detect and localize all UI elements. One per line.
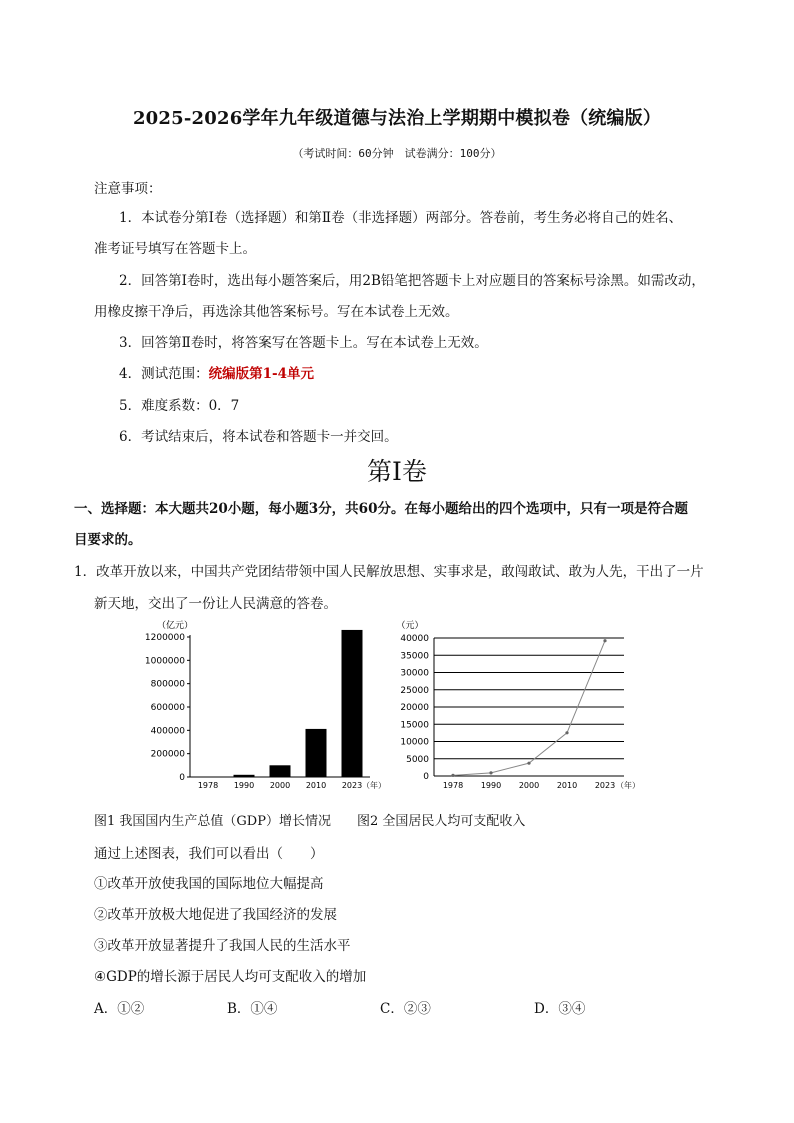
income-y-tick-label: 30000 bbox=[400, 668, 429, 679]
gdp-x-tick-label: 2010 bbox=[305, 781, 327, 790]
gdp-y-tick-label: 600000 bbox=[150, 703, 185, 713]
notice-item-6: 6．考试结束后，将本试卷和答题卡一并交回。 bbox=[119, 429, 398, 445]
gdp-x-tick-label: 1978 bbox=[197, 781, 219, 790]
gdp-bar-2023 bbox=[342, 630, 363, 777]
gdp-x-tick-label: 1990 bbox=[233, 781, 255, 790]
gdp-y-tick-label: 0 bbox=[179, 773, 185, 783]
gdp-y-tick-label: 800000 bbox=[150, 679, 185, 690]
income-x-tick-label: 1990 bbox=[480, 781, 502, 790]
notice-item-1-line-1: 1．本试卷分第Ⅰ卷（选择题）和第Ⅱ卷（非选择题）两部分。答卷前，考生务必将自己的姓名、 bbox=[119, 210, 683, 226]
income-y-tick-label: 20000 bbox=[400, 703, 429, 713]
gdp-y-tick-label: 1200000 bbox=[144, 633, 185, 643]
chart-captions: 图1 我国国内生产总值（GDP）增长情况 图2 全国居民人均可支配收入 bbox=[94, 814, 526, 829]
statement-2: ②改革开放极大地促进了我国经济的发展 bbox=[94, 907, 337, 923]
gdp-bar-2000 bbox=[270, 765, 291, 777]
income-y-tick-label: 0 bbox=[423, 772, 429, 782]
income-point-2023 bbox=[603, 639, 606, 642]
notice-item-3: 3．回答第Ⅱ卷时，将答案写在答题卡上。写在本试卷上无效。 bbox=[119, 335, 488, 351]
income-point-2000 bbox=[527, 762, 530, 765]
option-a[interactable]: A．①② bbox=[94, 1001, 145, 1017]
notice-item-2-line-1: 2．回答第Ⅰ卷时，选出每小题答案后，用2B铅笔把答题卡上对应题目的答案标号涂黑。如需改动， bbox=[119, 273, 705, 289]
income-y-tick-label: 5000 bbox=[406, 754, 429, 765]
income-x-unit: （年） bbox=[616, 781, 640, 790]
income-y-unit: （元） bbox=[396, 621, 424, 631]
income-y-tick-label: 25000 bbox=[400, 685, 429, 696]
gdp-y-tick-label: 400000 bbox=[150, 726, 185, 737]
test-scope: 统编版第1-4单元 bbox=[208, 366, 314, 382]
notice-item-2-line-2: 用橡皮擦干净后，再选涂其他答案标号。写在本试卷上无效。 bbox=[94, 304, 459, 320]
gdp-bar-chart bbox=[140, 612, 390, 794]
income-series-line bbox=[453, 641, 605, 776]
section-title: 第Ⅰ卷 bbox=[367, 457, 427, 486]
gdp-x-tick-label: 2000 bbox=[269, 781, 291, 790]
income-y-tick-label: 15000 bbox=[400, 720, 429, 731]
option-d[interactable]: D．③④ bbox=[534, 1001, 586, 1017]
statement-4: ④GDP的增长源于居民人均可支配收入的增加 bbox=[94, 969, 367, 985]
income-x-tick-label: 1978 bbox=[442, 781, 464, 790]
income-point-2010 bbox=[565, 731, 568, 734]
section-instruction-line-2: 目要求的。 bbox=[74, 532, 142, 548]
section-instruction-line-1: 一、选择题：本大题共20小题，每小题3分，共60分。在每小题给出的四个选项中，只有一项是符合题 bbox=[74, 501, 688, 517]
gdp-y-tick-label: 1000000 bbox=[144, 656, 185, 667]
exam-info: （考试时间：60分钟 试卷满分：100分） bbox=[292, 147, 502, 160]
income-y-tick-label: 35000 bbox=[400, 651, 429, 662]
income-point-1978 bbox=[451, 774, 454, 777]
gdp-y-tick-label: 200000 bbox=[150, 749, 185, 760]
income-y-tick-label: 10000 bbox=[400, 737, 429, 748]
notice-item-1-line-2: 准考证号填写在答题卡上。 bbox=[94, 241, 256, 257]
income-x-tick-label: 2023 bbox=[594, 781, 616, 790]
gdp-bar-2010 bbox=[306, 729, 327, 777]
notice-item-4-prefix: 4．测试范围： bbox=[119, 366, 209, 382]
gdp-x-tick-label: 2023 bbox=[341, 781, 363, 790]
income-y-tick-label: 40000 bbox=[400, 634, 429, 644]
question-1-stem-line-2: 新天地，交出了一份让人民满意的答卷。 bbox=[94, 596, 337, 612]
statement-1: ①改革开放使我国的国际地位大幅提高 bbox=[94, 876, 324, 892]
page-title: 2025-2026学年九年级道德与法治上学期期中模拟卷（统编版） bbox=[132, 108, 662, 129]
income-x-tick-label: 2010 bbox=[556, 781, 578, 790]
notice-item-4 bbox=[119, 362, 314, 382]
income-x-tick-label: 2000 bbox=[518, 781, 540, 790]
option-b[interactable]: B．①④ bbox=[227, 1001, 278, 1017]
question-1-prompt: 通过上述图表，我们可以看出（ ） bbox=[94, 846, 324, 862]
notice-item-5: 5．难度系数：0．7 bbox=[119, 398, 240, 414]
notice-heading: 注意事项： bbox=[94, 181, 162, 197]
gdp-y-unit: （亿元） bbox=[156, 621, 194, 631]
question-1-stem-line-1: 1．改革开放以来，中国共产党团结带领中国人民解放思想、实事求是，敢闯敢试、敢为人先，干出了一片 bbox=[74, 564, 704, 580]
income-line-chart bbox=[392, 612, 642, 794]
income-point-1990 bbox=[489, 771, 492, 774]
gdp-x-unit: （年） bbox=[362, 781, 386, 790]
statement-3: ③改革开放显著提升了我国人民的生活水平 bbox=[94, 938, 351, 954]
option-c[interactable]: C．②③ bbox=[380, 1001, 431, 1017]
